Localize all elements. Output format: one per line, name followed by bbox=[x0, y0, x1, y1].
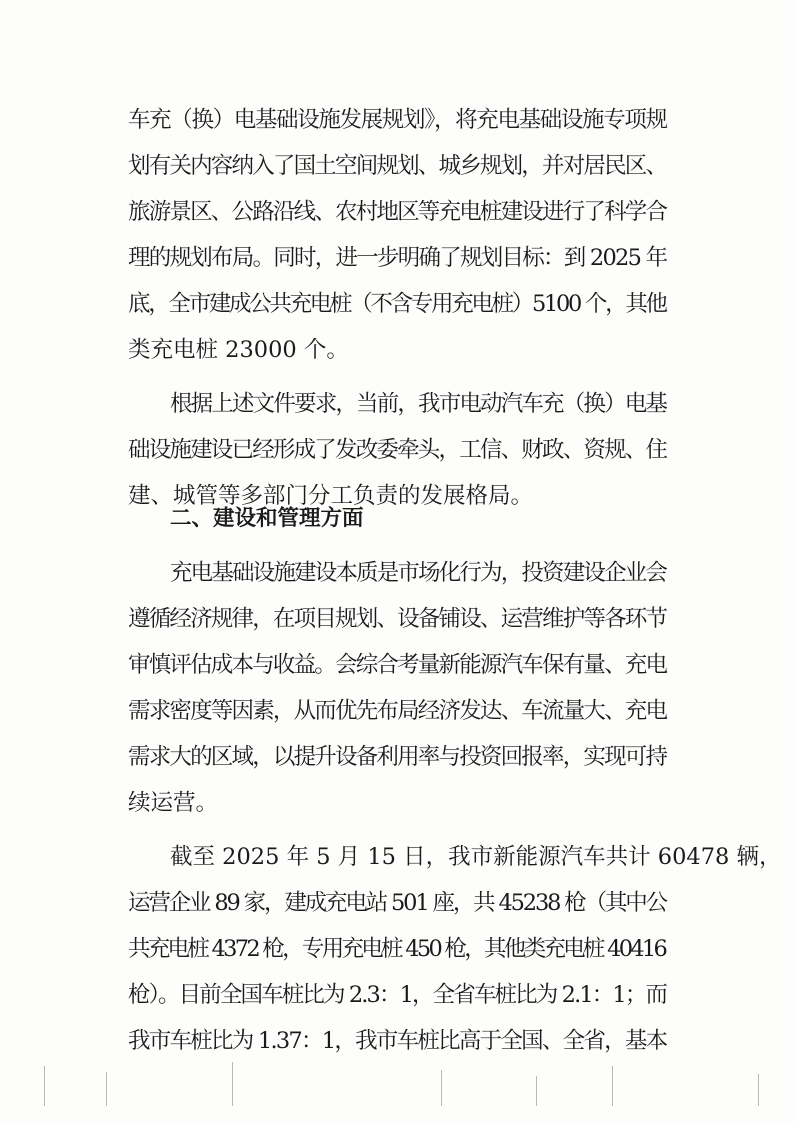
scan-artifact bbox=[232, 1062, 233, 1106]
text-line-content: 运营企业 89 家，建成充电站 501 座，共 45238 枪（其中公 bbox=[128, 890, 666, 916]
text-line bbox=[0, 281, 795, 327]
text-line-content: 需求密度等因素，从而优先布局经济发达、车流量大、充电 bbox=[128, 698, 667, 724]
text-line bbox=[0, 780, 795, 826]
scan-artifact bbox=[106, 1072, 107, 1106]
section-heading-text: 二、建设和管理方面 bbox=[170, 506, 364, 531]
text-line bbox=[0, 427, 795, 473]
scan-artifact bbox=[44, 1066, 45, 1106]
text-line bbox=[0, 1018, 795, 1064]
text-line-content: 划有关内容纳入了国土空间规划、城乡规划，并对居民区、 bbox=[128, 153, 667, 179]
text-line bbox=[0, 381, 795, 427]
text-line-content: 根据上述文件要求，当前，我市电动汽车充（换）电基 bbox=[170, 391, 667, 417]
text-line-content: 础设施建设已经形成了发改委牵头，工信、财政、资规、住 bbox=[128, 437, 667, 463]
text-line bbox=[0, 143, 795, 189]
scan-artifact bbox=[612, 1066, 613, 1106]
text-line-content: 遵循经济规律，在项目规划、设备铺设、运营维护等各环节 bbox=[128, 606, 667, 632]
text-line bbox=[0, 235, 795, 281]
text-line bbox=[0, 596, 795, 642]
text-line-content: 车充（换）电基础设施发展规划》，将充电基础设施专项规 bbox=[128, 107, 667, 133]
text-line bbox=[0, 926, 795, 972]
text-line bbox=[0, 327, 795, 373]
text-line bbox=[0, 834, 795, 880]
text-line-content: 我市车桩比为 1.37：1，我市车桩比高于全国、全省，基本 bbox=[128, 1028, 667, 1054]
text-line-content: 旅游景区、公路沿线、农村地区等充电桩建设进行了科学合 bbox=[128, 199, 667, 225]
text-line bbox=[0, 189, 795, 235]
text-line bbox=[0, 880, 795, 926]
section-heading bbox=[0, 496, 795, 542]
text-line-content: 共充电桩 4372 枪，专用充电桩 450 枪，其他类充电桩 40416 bbox=[128, 936, 666, 962]
text-line-content: 类充电桩 23000 个。 bbox=[128, 337, 349, 363]
text-line bbox=[0, 550, 795, 596]
text-line-content: 建、城管等多部门分工负责的发展格局。 bbox=[128, 483, 534, 509]
text-line-content: 审慎评估成本与收益。会综合考量新能源汽车保有量、充电 bbox=[128, 652, 667, 678]
text-line bbox=[0, 688, 795, 734]
scan-artifact bbox=[441, 1070, 442, 1106]
text-line bbox=[0, 734, 795, 780]
text-line-content: 续运营。 bbox=[128, 790, 219, 816]
text-line-content: 枪）。目前全国车桩比为 2.3：1，全省车桩比为 2.1：1；而 bbox=[128, 982, 667, 1008]
text-line bbox=[0, 642, 795, 688]
text-line-content: 充电基础设施建设本质是市场化行为，投资建设企业会 bbox=[170, 560, 667, 586]
scan-artifact bbox=[536, 1076, 537, 1106]
text-line bbox=[0, 972, 795, 1018]
text-line bbox=[0, 97, 795, 143]
text-line-content: 底，全市建成公共充电桩（不含专用充电桩）5100 个，其他 bbox=[128, 291, 666, 317]
text-line-content: 需求大的区域，以提升设备利用率与投资回报率，实现可持 bbox=[128, 744, 667, 770]
text-line-content: 理的规划布局。同时，进一步明确了规划目标：到 2025 年 bbox=[128, 245, 667, 271]
scan-artifact bbox=[758, 1074, 759, 1106]
text-line-content: 截至 2025 年 5 月 15 日，我市新能源汽车共计 60478 辆， bbox=[170, 844, 782, 870]
